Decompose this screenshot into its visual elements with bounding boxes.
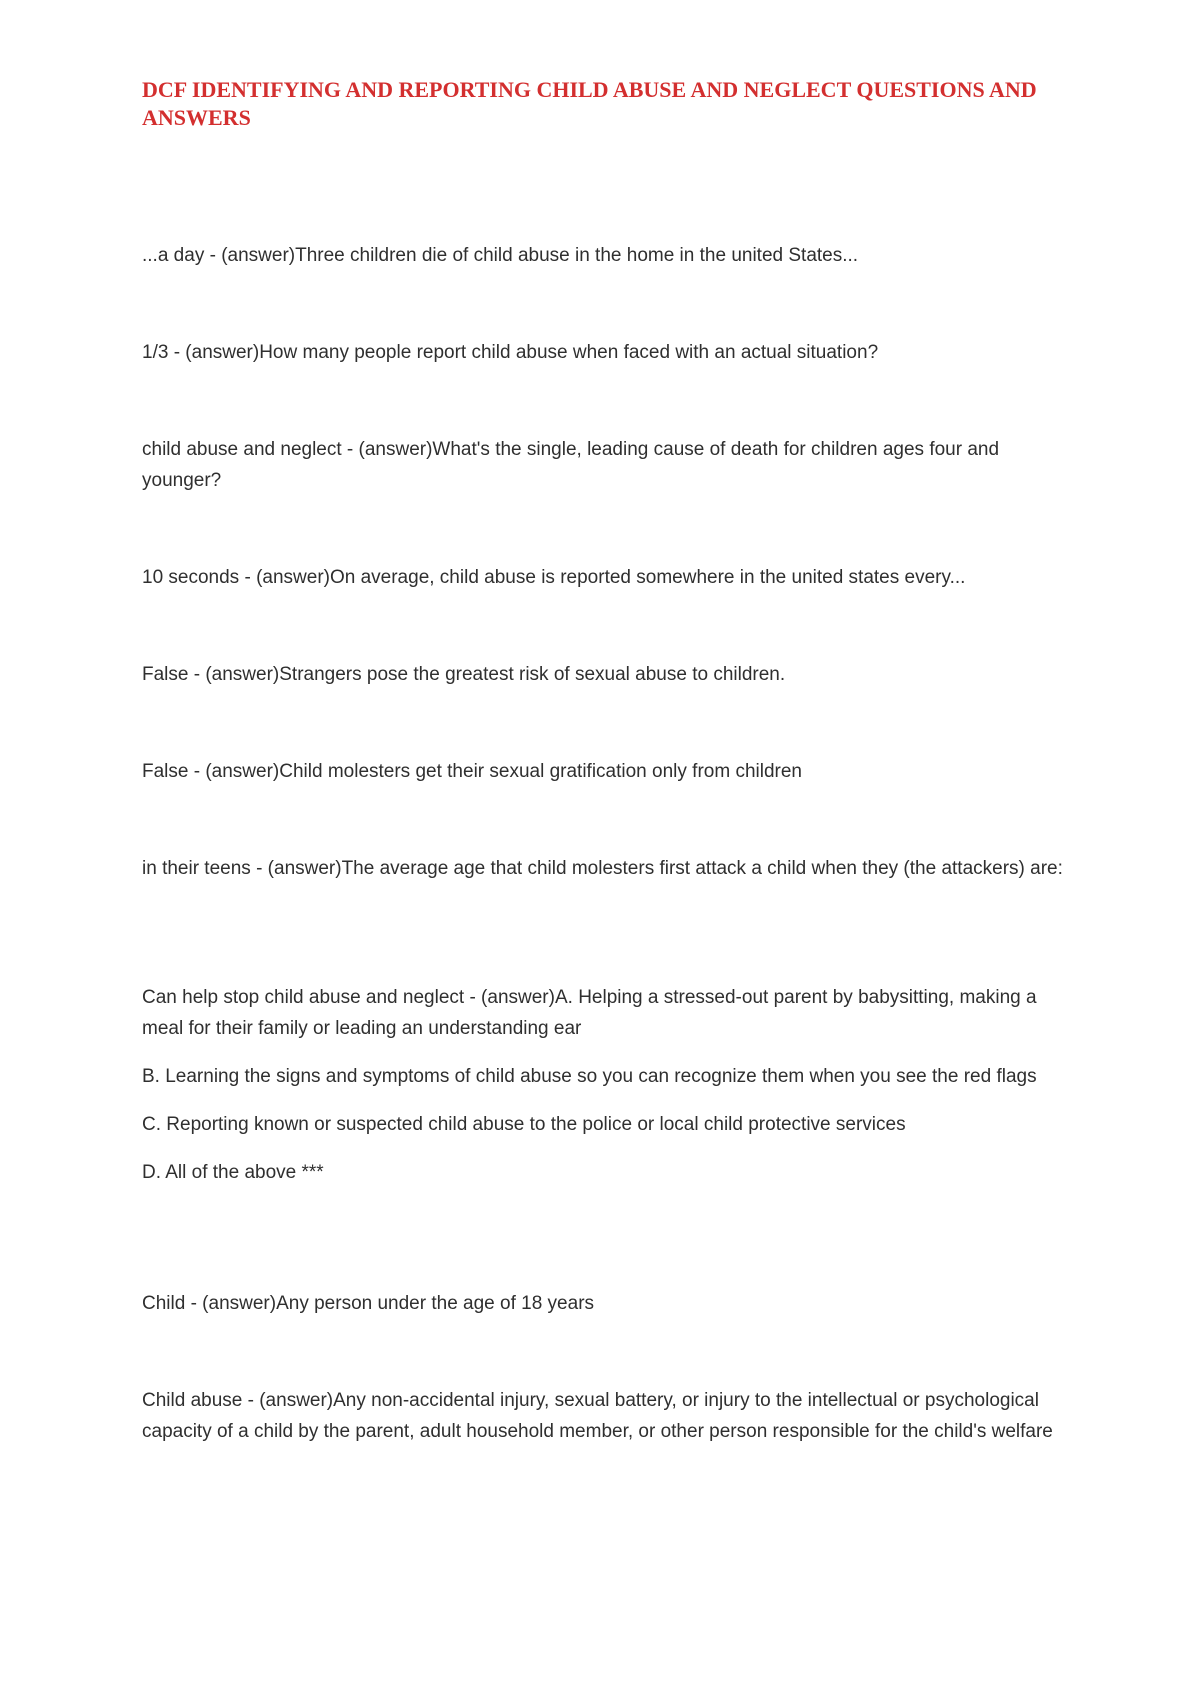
qa-option-d: D. All of the above ***: [142, 1162, 324, 1183]
qa-text: ...a day - (answer)Three children die of child abuse in the home in the united States...: [142, 245, 859, 266]
qa-entry-6: [142, 756, 1067, 787]
qa-entry-10: [142, 1385, 1067, 1447]
qa-option-c: C. Reporting known or suspected child abuse to the police or local child protective services: [142, 1114, 906, 1135]
qa-text: in their teens - (answer)The average age that child molesters first attack a child when they (the attackers) are:: [142, 858, 1063, 879]
qa-text: False - (answer)Child molesters get their sexual gratification only from children: [142, 761, 802, 782]
qa-entry-9: [142, 1288, 1067, 1319]
qa-entry-3: [142, 434, 1067, 496]
qa-entry-2: [142, 337, 1067, 368]
qa-entry-7: [142, 853, 1067, 884]
qa-entry-4: [142, 562, 1067, 593]
qa-option-b: B. Learning the signs and symptoms of child abuse so you can recognize them when you see the red flags: [142, 1066, 1037, 1087]
qa-entry-1: [142, 240, 1067, 271]
qa-text: Can help stop child abuse and neglect - (answer)A. Helping a stressed-out parent by babysitting, making a meal for their family or leading an understanding ear: [142, 987, 1037, 1039]
qa-text: Child - (answer)Any person under the age of 18 years: [142, 1293, 595, 1314]
qa-text: child abuse and neglect - (answer)What's the single, leading cause of death for children ages four and younger?: [142, 439, 1000, 491]
qa-text: 1/3 - (answer)How many people report child abuse when faced with an actual situation?: [142, 342, 879, 363]
qa-text: Child abuse - (answer)Any non-accidental injury, sexual battery, or injury to the intellectual or psychological capacity of a child by the parent, adult household member, or other person responsible for the child's welfare: [142, 1390, 1053, 1442]
qa-entry-5: [142, 659, 1067, 690]
document-title: DCF IDENTIFYING AND REPORTING CHILD ABUSE AND NEGLECT QUESTIONS AND ANSWERS: [142, 77, 1037, 130]
qa-entry-8: [142, 982, 1067, 1188]
qa-text: False - (answer)Strangers pose the greatest risk of sexual abuse to children.: [142, 664, 786, 685]
qa-text: 10 seconds - (answer)On average, child abuse is reported somewhere in the united states every...: [142, 567, 966, 588]
